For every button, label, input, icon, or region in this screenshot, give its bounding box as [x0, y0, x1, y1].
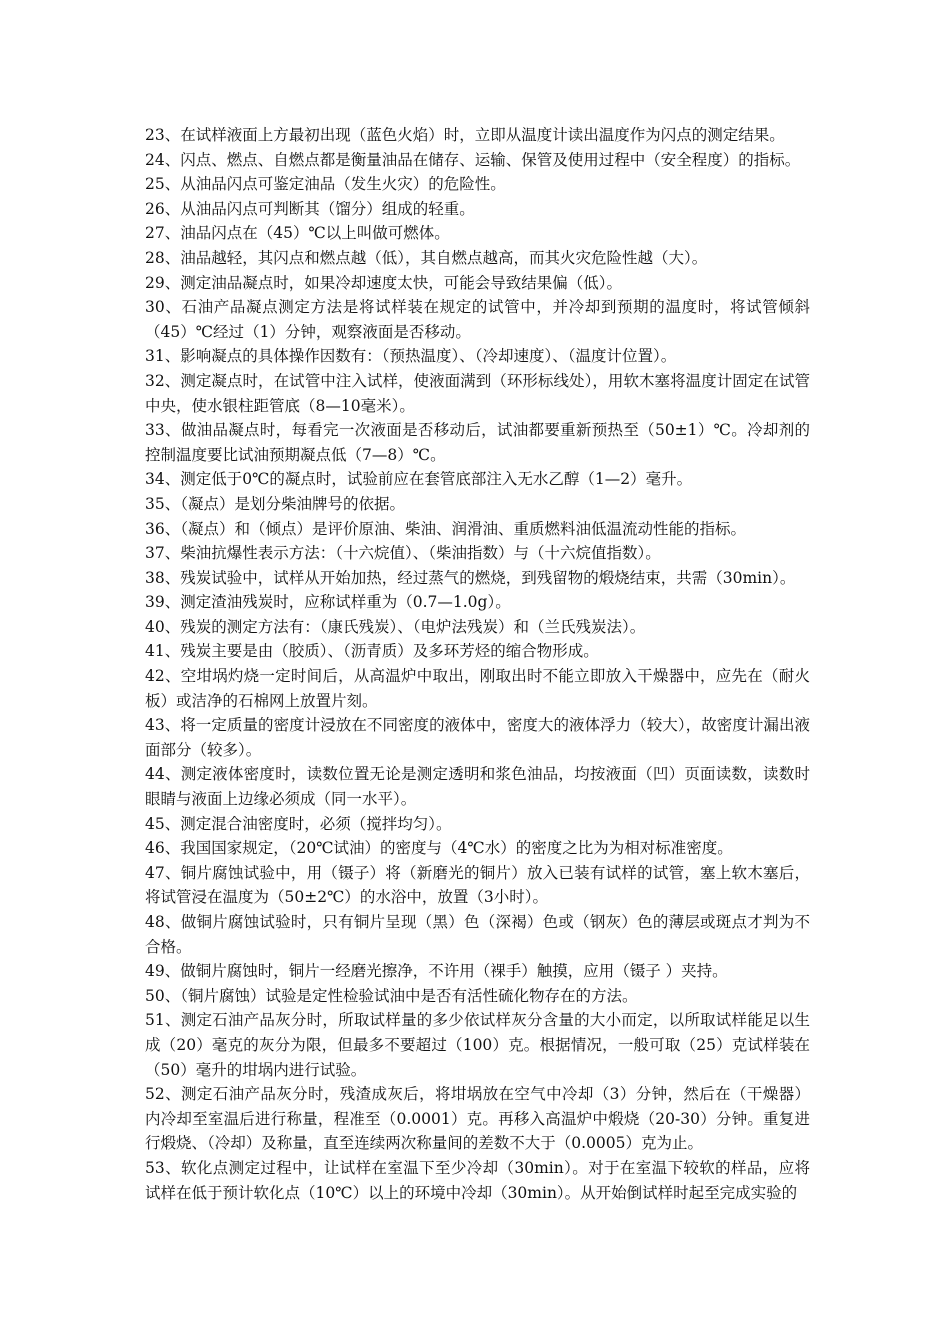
paragraph-51: 51、测定石油产品灰分时，所取试样量的多少依试样灰分含量的大小而定，以所取试样能足以生成（20）毫克的灰分为限，但最多不要超过（100）克。根据情况，一般可取（25）克试样装在（50）毫升的坩埚内进行试验。 — [145, 1011, 810, 1079]
paragraph-23: 23、在试样液面上方最初出现（蓝色火焰）时，立即从温度计读出温度作为闪点的测定结果。 — [145, 126, 785, 144]
paragraph-42: 42、空坩埚灼烧一定时间后，从高温炉中取出，刚取出时不能立即放入干燥器中，应先在（耐火板）或洁净的石棉网上放置片刻。 — [145, 667, 810, 710]
paragraph-37: 37、柴油抗爆性表示方法：（十六烷值）、（柴油指数）与（十六烷值指数）。 — [145, 544, 661, 563]
paragraph-34: 34、测定低于0℃的凝点时，试验前应在套管底部注入无水乙醇（1—2）毫升。 — [145, 470, 693, 489]
paragraph-30: 30、石油产品凝点测定方法是将试样装在规定的试管中，并冷却到预期的温度时，将试管倾斜（45）℃经过（1）分钟，观察液面是否移动。 — [145, 298, 810, 341]
paragraph-27: 27、油品闪点在（45）℃以上叫做可燃体。 — [145, 224, 450, 243]
paragraph-26: 26、从油品闪点可判断其（馏分）组成的轻重。 — [145, 199, 475, 218]
paragraph-38: 38、残炭试验中，试样从开始加热，经过蒸气的燃烧，到残留物的煅烧结束，共需（30min）。 — [145, 568, 796, 587]
paragraph-41: 41、残炭主要是由（胶质）、（沥青质）及多环芳烃的缩合物形成。 — [145, 642, 599, 661]
paragraph-24: 24、闪点、燃点、自燃点都是衡量油品在储存、运输、保管及使用过程中（安全程度）的指标。 — [145, 150, 801, 169]
paragraph-52: 52、测定石油产品灰分时，残渣成灰后，将坩埚放在空气中冷却（3）分钟，然后在（干燥器）内冷却至室温后进行称量，程准至（0.0001）克。再移入高温炉中煅烧（20-30）分钟。重复进行煅烧、（冷却）及称量，直至连续两次称量间的差数不大于（0.0005）克为止。 — [145, 1085, 810, 1153]
paragraph-45: 45、测定混合油密度时，必须（搅拌均匀）。 — [145, 814, 452, 833]
paragraph-48: 48、做铜片腐蚀试验时，只有铜片呈现（黑）色（深褐）色或（钢灰）色的薄层或斑点才判为不合格。 — [145, 913, 810, 956]
paragraph-49: 49、做铜片腐蚀时，铜片一经磨光擦净，不许用（裸手）触摸，应用（镊子 ）夹持。 — [145, 962, 728, 981]
paragraph-43: 43、将一定质量的密度计浸放在不同密度的液体中，密度大的液体浮力（较大），故密度计漏出液面部分（较多）。 — [145, 716, 810, 759]
paragraph-32: 32、测定凝点时，在试管中注入试样，使液面满到（环形标线处），用软木塞将温度计固定在试管中央，使水银柱距管底（8—10毫米）。 — [145, 371, 810, 415]
paragraph-46: 46、我国国家规定，（20℃试油）的密度与（4℃水）的密度之比为为相对标准密度。 — [145, 839, 733, 858]
paragraph-44: 44、测定液体密度时，读数位置无论是测定透明和浆色油品，均按液面（凹）页面读数，读数时眼睛与液面上边缘必须成（同一水平）。 — [145, 765, 810, 809]
paragraph-39: 39、测定渣油残炭时，应称试样重为（0.7—1.0g）。 — [145, 593, 511, 612]
paragraph-29: 29、测定油品凝点时，如果冷却速度太快，可能会导致结果偏（低）。 — [145, 273, 622, 292]
paragraph-35: 35、（凝点）是划分柴油牌号的依据。 — [145, 494, 405, 513]
paragraph-31: 31、影响凝点的具体操作因数有：（预热温度）、（冷却速度）、（温度计位置）。 — [145, 347, 677, 366]
paragraph-47: 47、铜片腐蚀试验中，用（镊子）将（新磨光的铜片）放入已装有试样的试管，塞上软木塞后，将试管浸在温度为（50±2℃）的水浴中，放置（3小时）。 — [145, 863, 810, 907]
paragraph-28: 28、油品越轻，其闪点和燃点越（低），其自燃点越高，而其火灾危险性越（大）。 — [145, 248, 708, 267]
paragraph-40: 40、残炭的测定方法有：（康氏残炭）、（电炉法残炭）和（兰氏残炭法）。 — [145, 617, 646, 636]
paragraph-25: 25、从油品闪点可鉴定油品（发生火灾）的危险性。 — [145, 175, 506, 194]
paragraph-53: 53、软化点测定过程中，让试样在室温下至少冷却（30min）。对于在室温下较软的样品，应将试样在低于预计软化点（10℃）以上的环境中冷却（30min）。从开始倒试样时起至完成实验的 — [145, 1158, 810, 1202]
document-body — [145, 123, 810, 1205]
paragraph-36: 36、（凝点）和（倾点）是评价原油、柴油、润滑油、重质燃料油低温流动性能的指标。 — [145, 519, 746, 538]
paragraph-50: 50、（铜片腐蚀）试验是定性检验试油中是否有活性硫化物存在的方法。 — [145, 986, 638, 1005]
paragraph-33: 33、做油品凝点时，每看完一次液面是否移动后，试油都要重新预热至（50±1）℃。冷却剂的控制温度要比试油预期凝点低（7—8）℃。 — [145, 421, 810, 464]
